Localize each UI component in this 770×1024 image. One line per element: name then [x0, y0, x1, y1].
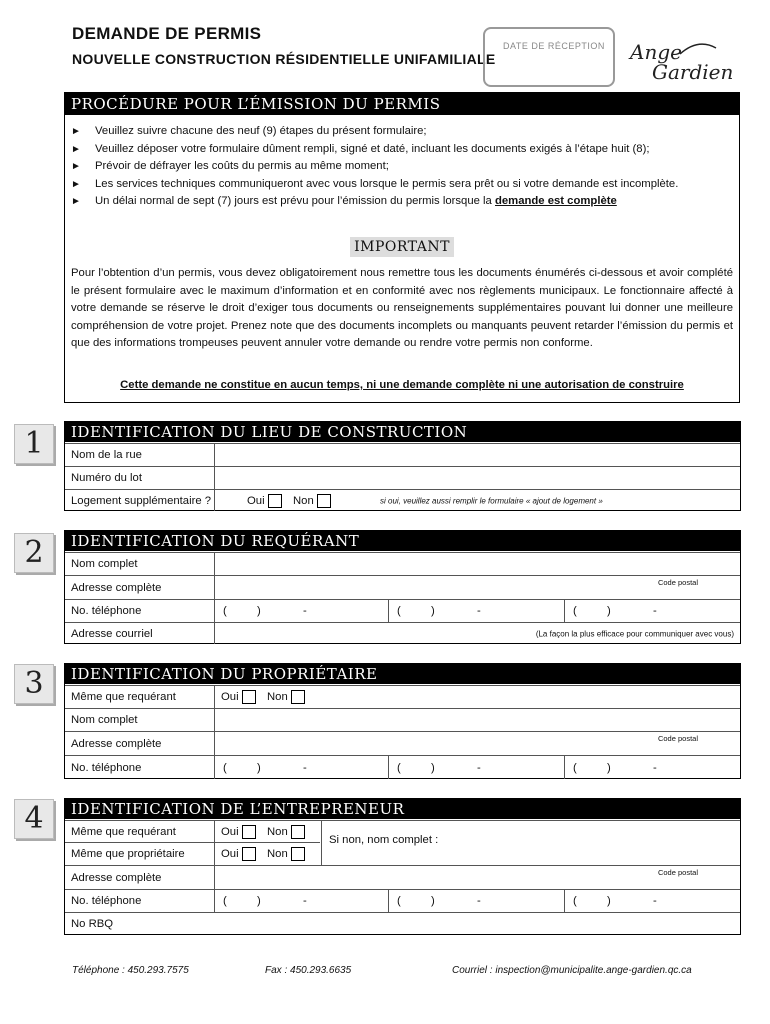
entrepreneur-telephone-fields: [215, 890, 740, 912]
checkbox-oui[interactable]: [242, 847, 256, 861]
checkbox-non[interactable]: [317, 494, 331, 508]
section-3-title: IDENTIFICATION DU PROPRIÉTAIRE: [65, 664, 740, 684]
oui-option[interactable]: Oui: [221, 847, 259, 861]
bullet-arrow-icon: ►: [71, 126, 81, 137]
form-title: DEMANDE DE PERMIS: [72, 24, 262, 43]
row-adresse: [65, 865, 740, 889]
checkbox-non[interactable]: [291, 690, 305, 704]
row-adresse: [65, 731, 740, 755]
date-reception-label: DATE DE RÉCEPTION: [503, 41, 605, 51]
row-label: No. téléphone: [65, 756, 215, 779]
municipality-logo: [628, 36, 738, 88]
row-label: Adresse complète: [65, 866, 215, 889]
row-label: Adresse complète: [65, 576, 215, 599]
row-label: No RBQ: [71, 917, 114, 930]
si-non-nom-field[interactable]: [321, 820, 740, 865]
section-number-1: 1: [14, 424, 54, 464]
section-1-title: IDENTIFICATION DU LIEU DE CONSTRUCTION: [65, 422, 740, 442]
row-telephone: [65, 599, 740, 622]
si-non-label: Si non, nom complet :: [329, 834, 439, 846]
row-rbq: [65, 912, 740, 934]
checkbox-oui[interactable]: [268, 494, 282, 508]
notice-text: Cette demande ne constitue en aucun temps, ni une demande complète ni une autorisation de construire: [120, 379, 684, 391]
courriel-note: (La façon la plus efficace pour communiquer avec vous): [535, 629, 734, 638]
code-postal-label: Code postal: [657, 578, 698, 587]
row-nom-complet: [65, 708, 740, 731]
row-adresse: [65, 575, 740, 599]
row-label: Nom complet: [65, 709, 215, 731]
row-numero-lot: [65, 466, 740, 489]
requerant-adresse-field[interactable]: [215, 576, 740, 599]
row-label: Même que requérant: [65, 821, 215, 842]
checkbox-non[interactable]: [291, 847, 305, 861]
code-postal-label: Code postal: [657, 734, 698, 743]
row-label: Adresse complète: [65, 732, 215, 755]
meme-requerant-options: [215, 821, 320, 842]
bullet-item: ► Un délai normal de sept (7) jours est prévu pour l’émission du permis lorsque la demande est complète: [71, 193, 731, 211]
section-number-2: 2: [14, 533, 54, 573]
phone-field-2[interactable]: ( ) -: [397, 895, 481, 907]
row-label: Numéro du lot: [65, 467, 215, 489]
oui-option[interactable]: Oui: [247, 494, 285, 508]
logo-swoosh-icon: [678, 42, 718, 56]
proprietaire-adresse-field[interactable]: [215, 732, 740, 755]
procedure-box: [64, 92, 740, 403]
checkbox-oui[interactable]: [242, 690, 256, 704]
phone-field-3[interactable]: ( ) -: [573, 605, 657, 617]
procedure-title: PROCÉDURE POUR L’ÉMISSION DU PERMIS: [65, 93, 739, 115]
procedure-bullets: [71, 123, 731, 211]
row-telephone: [65, 889, 740, 912]
oui-option[interactable]: Oui: [221, 690, 259, 704]
section-proprietaire: [64, 663, 741, 779]
bullet-emphasis: demande est complète: [494, 195, 617, 207]
row-meme-proprietaire: [65, 842, 320, 865]
bullet-arrow-icon: ►: [71, 196, 81, 207]
phone-field-1[interactable]: ( ) -: [223, 761, 307, 774]
bullet-arrow-icon: ►: [71, 161, 81, 172]
logement-options: [215, 490, 740, 511]
row-telephone: [65, 755, 740, 779]
phone-field-1[interactable]: ( ) -: [223, 605, 307, 617]
date-reception-box: [483, 27, 615, 87]
form-subtitle: NOUVELLE CONSTRUCTION RÉSIDENTIELLE UNIFAMILIALE: [72, 51, 496, 67]
meme-proprietaire-options: [215, 843, 320, 865]
code-postal-label: Code postal: [657, 868, 698, 877]
requerant-telephone-fields: [215, 600, 740, 622]
phone-field-3[interactable]: ( ) -: [573, 895, 657, 907]
non-option[interactable]: Non: [293, 494, 334, 508]
section-lieu-construction: [64, 421, 741, 511]
phone-field-1[interactable]: ( ) -: [223, 895, 307, 907]
section-2-title: IDENTIFICATION DU REQUÉRANT: [65, 531, 740, 551]
non-option[interactable]: Non: [267, 825, 308, 839]
section-entrepreneur: [64, 798, 741, 935]
phone-field-3[interactable]: ( ) -: [573, 761, 657, 774]
rbq-field[interactable]: [215, 913, 740, 934]
non-option[interactable]: Non: [267, 847, 308, 861]
row-label: Même que requérant: [65, 686, 215, 708]
meme-requerant-options: [215, 686, 740, 708]
footer-telephone: Téléphone : 450.293.7575: [72, 965, 189, 976]
row-nom-rue: [65, 443, 740, 466]
bullet-arrow-icon: ►: [71, 178, 81, 190]
section-number-3: 3: [14, 664, 54, 704]
row-label: Même que propriétaire: [65, 843, 215, 865]
checkbox-non[interactable]: [291, 825, 305, 839]
checkbox-oui[interactable]: [242, 825, 256, 839]
row-nom-complet: [65, 552, 740, 575]
section-requerant: [64, 530, 741, 644]
oui-option[interactable]: Oui: [221, 825, 259, 839]
logement-note: si oui, veuillez aussi remplir le formulaire « ajout de logement »: [380, 496, 603, 505]
logo-word-ange: Ange: [630, 40, 682, 64]
important-text: Pour l’obtention d’un permis, vous devez obligatoirement nous remettre tous les documents énumérés ci-dessous et avoir complété le présent formulaire avec le maximum d’information et en conformité avec nos règlements municipaux. Le fonctionnaire affecté à votre demande se réserve le droit d’exiger tous documents ou renseignements supplémentaires pouvant lui donner une meilleure compréhension de votre projet. Prenez note que des documents incomplets ou manquants peuvent retarder l’émission du permis et que des informations trompeuses peuvent annuler votre demande ou rendre votre permis non conforme.: [71, 267, 733, 349]
footer-courriel: Courriel : inspection@municipalite.ange-gardien.qc.ca: [452, 965, 692, 976]
logo-word-gardien: Gardien: [652, 60, 734, 84]
row-label: Nom de la rue: [65, 444, 215, 466]
row-meme-requerant: [65, 685, 740, 708]
proprietaire-telephone-fields: [215, 756, 740, 779]
row-label: Nom complet: [65, 553, 215, 575]
phone-field-2[interactable]: ( ) -: [397, 605, 481, 617]
footer-fax: Fax : 450.293.6635: [265, 965, 352, 976]
bullet-item: ► Prévoir de défrayer les coûts du permis au même moment;: [71, 158, 731, 176]
bullet-item: ► Veuillez déposer votre formulaire dûment rempli, signé et daté, incluant les documents exigés à l’étape huit (8);: [71, 141, 731, 159]
important-title: IMPORTANT: [350, 237, 454, 257]
numero-lot-field[interactable]: [215, 467, 740, 489]
entrepreneur-adresse-field[interactable]: [215, 866, 740, 889]
nom-rue-field[interactable]: [215, 444, 740, 466]
requerant-nom-field[interactable]: [215, 553, 740, 575]
row-courriel: [65, 622, 740, 644]
row-logement-supplementaire: [65, 489, 740, 511]
requerant-courriel-field[interactable]: [215, 623, 740, 644]
section-number-4: 4: [14, 799, 54, 839]
row-label: No. téléphone: [65, 890, 215, 912]
bullet-item: ► Veuillez suivre chacune des neuf (9) étapes du présent formulaire;: [71, 123, 731, 141]
proprietaire-nom-field[interactable]: [215, 709, 740, 731]
section-4-title: IDENTIFICATION DE L’ENTREPRENEUR: [65, 799, 740, 819]
row-label: Adresse courriel: [65, 623, 215, 644]
non-option[interactable]: Non: [267, 690, 308, 704]
row-label: Logement supplémentaire ?: [65, 490, 215, 511]
bullet-item: ► Les services techniques communiqueront avec vous lorsque le permis sera prêt ou si votre demande est incomplète.: [71, 176, 731, 194]
row-label: No. téléphone: [65, 600, 215, 622]
bullet-arrow-icon: ►: [71, 143, 81, 155]
phone-field-2[interactable]: ( ) -: [397, 761, 481, 774]
